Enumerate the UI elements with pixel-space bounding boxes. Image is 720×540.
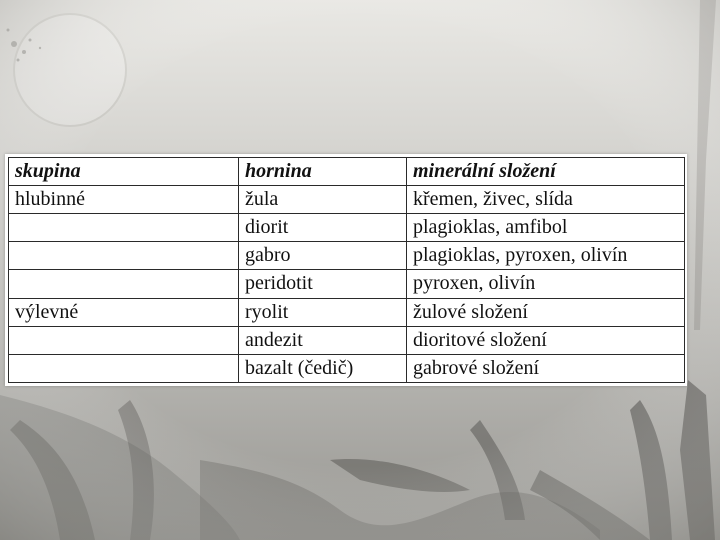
cell-hornina: andezit: [239, 326, 407, 354]
header-skupina: skupina: [9, 158, 239, 186]
cell-slozeni: žulové složení: [407, 298, 685, 326]
table-row: [9, 186, 685, 214]
cell-slozeni: plagioklas, pyroxen, olivín: [407, 242, 685, 270]
table-row: [9, 326, 685, 354]
cell-skupina: [9, 242, 239, 270]
table-row: [9, 354, 685, 382]
cell-skupina: hlubinné: [9, 186, 239, 214]
cell-hornina: gabro: [239, 242, 407, 270]
header-mineralni-slozeni: minerální složení: [407, 158, 685, 186]
table-row: [9, 242, 685, 270]
rock-table-card: [5, 154, 687, 386]
cell-slozeni: dioritové složení: [407, 326, 685, 354]
cell-hornina: diorit: [239, 214, 407, 242]
cell-hornina: bazalt (čedič): [239, 354, 407, 382]
table-header-row: [9, 158, 685, 186]
cell-skupina: [9, 214, 239, 242]
header-hornina: hornina: [239, 158, 407, 186]
cell-slozeni: gabrové složení: [407, 354, 685, 382]
table-row: [9, 214, 685, 242]
table-row: [9, 270, 685, 298]
cell-slozeni: křemen, živec, slída: [407, 186, 685, 214]
cell-hornina: peridotit: [239, 270, 407, 298]
table-row: [9, 298, 685, 326]
cell-slozeni: pyroxen, olivín: [407, 270, 685, 298]
cell-hornina: ryolit: [239, 298, 407, 326]
cell-skupina: [9, 354, 239, 382]
cell-skupina: [9, 270, 239, 298]
cell-hornina: žula: [239, 186, 407, 214]
cell-skupina: [9, 326, 239, 354]
rock-composition-table: [8, 157, 685, 383]
cell-slozeni: plagioklas, amfibol: [407, 214, 685, 242]
cell-skupina: výlevné: [9, 298, 239, 326]
